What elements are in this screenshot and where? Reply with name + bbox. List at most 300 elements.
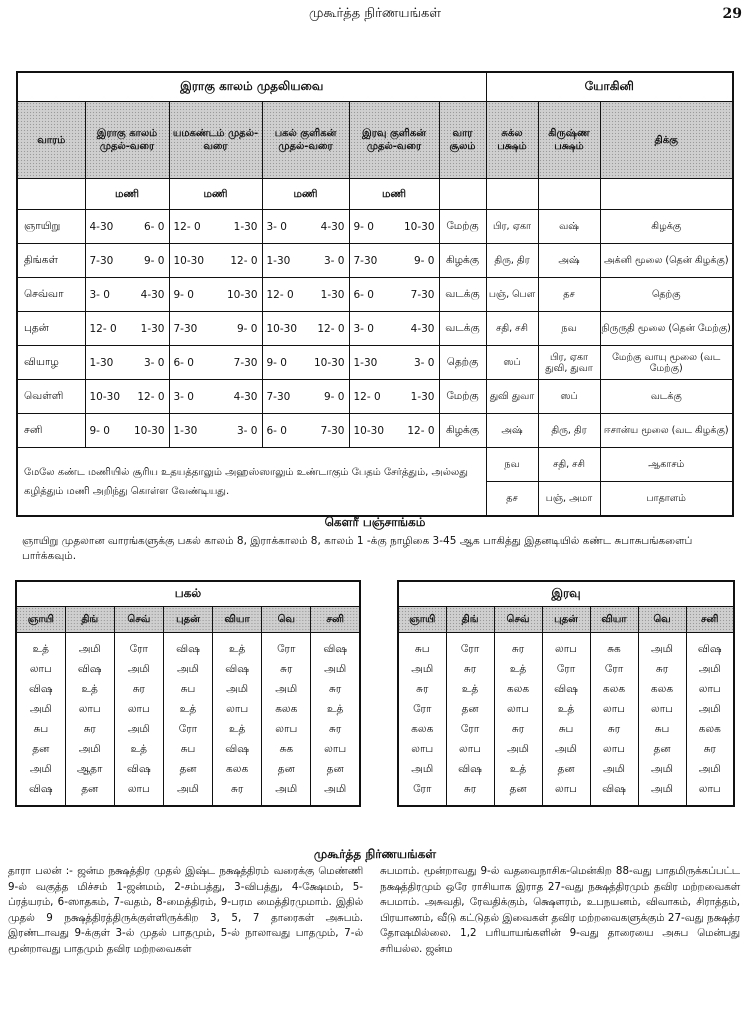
- gowri-cell: ரோ: [114, 633, 163, 660]
- gowri-cell: சுப: [638, 719, 686, 739]
- direction-cell: தெற்கு: [600, 278, 733, 312]
- end-time: 7-30: [410, 288, 435, 301]
- gowri-cell: விஷ: [590, 779, 638, 806]
- note-row: [17, 448, 733, 482]
- start-time: 3- 0: [173, 390, 194, 403]
- day-cell: வெள்ளி: [17, 380, 85, 414]
- gowri-cell: சுப: [542, 719, 590, 739]
- direction-cell: மேற்கு வாயு மூலை (வட மேற்கு): [600, 346, 733, 380]
- table-row: [398, 719, 734, 739]
- page-header: [0, 6, 750, 28]
- start-time: 1-30: [89, 356, 114, 369]
- table-row: [16, 739, 360, 759]
- end-time: 3- 0: [144, 356, 165, 369]
- direction-cell: ஆகாசம்: [600, 448, 733, 482]
- running-title: முகூர்த்த நிர்ணயங்கள்: [308, 6, 441, 21]
- end-time: 3- 0: [237, 424, 258, 437]
- gowri-cell: அமி: [311, 779, 360, 806]
- gowri-cell: அமி: [114, 719, 163, 739]
- sukla-cell: பஞ், பௌ: [486, 278, 538, 312]
- gowri-title: கௌரீ பஞ்சாங்கம்: [324, 515, 426, 529]
- gowri-cell: விஷ: [16, 779, 65, 806]
- soolam-cell: மேற்கு: [439, 380, 486, 414]
- gowri-cell: அமி: [163, 779, 212, 806]
- gowri-cell: விஷ: [163, 633, 212, 660]
- gowri-cell: சுக: [262, 739, 311, 759]
- day-cell: ஞாயிறு: [17, 210, 85, 244]
- gowri-cell: அமி: [163, 659, 212, 679]
- end-time: 12- 0: [137, 390, 165, 403]
- gowri-cell: கலக: [590, 679, 638, 699]
- start-time: 7-30: [89, 254, 114, 267]
- gowri-cell: ரோ: [398, 779, 446, 806]
- col-yama: யமகண்டம் முதல்-வரை: [169, 102, 262, 179]
- table-row: [398, 759, 734, 779]
- soolam-cell: கிழக்கு: [439, 244, 486, 278]
- day-header: திங்: [65, 607, 114, 633]
- table-row: [17, 414, 733, 448]
- gowri-cell: லாப: [114, 779, 163, 806]
- table-row: [398, 659, 734, 679]
- gowri-cell: கலக: [638, 679, 686, 699]
- gowri-cell: அமி: [638, 633, 686, 660]
- gowri-cell: உத்: [494, 759, 542, 779]
- start-time: 9- 0: [353, 220, 374, 233]
- gowri-cell: விஷ: [213, 739, 262, 759]
- gowri-cell: ரோ: [398, 699, 446, 719]
- end-time: 10-30: [226, 288, 258, 301]
- time-range-cell: [85, 312, 169, 346]
- krishna-cell: நவ: [538, 312, 600, 346]
- krishna-cell: வஷ்: [538, 210, 600, 244]
- col-iravu-kuligai: இரவு குளிகன் முதல்-வரை: [349, 102, 439, 179]
- gowri-cell: லாப: [213, 699, 262, 719]
- gowri-cell: தன: [638, 739, 686, 759]
- gowri-cell: சுர: [494, 719, 542, 739]
- gowri-cell: அமி: [590, 759, 638, 779]
- gowri-cell: லாப: [311, 739, 360, 759]
- soolam-cell: வடக்கு: [439, 278, 486, 312]
- gowri-cell: உத்: [65, 679, 114, 699]
- start-time: 6- 0: [266, 424, 287, 437]
- direction-cell: அக்னி மூலை (தென் கிழக்கு): [600, 244, 733, 278]
- krishna-cell: பிர, ஏகா துவி, துவா: [538, 346, 600, 380]
- start-time: 9- 0: [173, 288, 194, 301]
- gowri-cell: அமி: [65, 739, 114, 759]
- sukla-cell: நவ: [486, 448, 538, 482]
- gowri-cell: கலக: [262, 699, 311, 719]
- gowri-cell: லாப: [590, 739, 638, 759]
- start-time: 12- 0: [173, 220, 201, 233]
- end-time: 6- 0: [144, 220, 165, 233]
- gowri-cell: விஷ: [65, 659, 114, 679]
- end-time: 1-30: [410, 390, 435, 403]
- start-time: 1-30: [266, 254, 291, 267]
- gowri-cell: கலக: [213, 759, 262, 779]
- krishna-cell: ஸப்: [538, 380, 600, 414]
- gowri-cell: சுர: [65, 719, 114, 739]
- yogini-group-title: யோகினி: [486, 72, 733, 102]
- krishna-cell: அஷ்: [538, 244, 600, 278]
- gowri-cell: தன: [311, 759, 360, 779]
- gowri-cell: லாப: [262, 719, 311, 739]
- time-range-cell: [85, 380, 169, 414]
- time-range-cell: [85, 244, 169, 278]
- gowri-cell: சுர: [494, 633, 542, 660]
- day-cell: திங்கள்: [17, 244, 85, 278]
- start-time: 12- 0: [89, 322, 117, 335]
- start-time: 10-30: [353, 424, 385, 437]
- col-rahu: இராகு காலம் முதல்-வரை: [85, 102, 169, 179]
- iravu-title: இரவு: [398, 581, 734, 607]
- krishna-cell: பஞ், அமா: [538, 482, 600, 517]
- direction-cell: கிழக்கு: [600, 210, 733, 244]
- gowri-cell: லாப: [114, 699, 163, 719]
- sukla-cell: துவி துவா: [486, 380, 538, 414]
- table-row: [16, 633, 360, 660]
- time-range-cell: [262, 346, 349, 380]
- gowri-cell: அமி: [494, 739, 542, 759]
- table-row: [398, 633, 734, 660]
- gowri-cell: உத்: [311, 699, 360, 719]
- gowri-cell: லாப: [446, 739, 494, 759]
- day-header: வெ: [262, 607, 311, 633]
- gowri-cell: அமி: [213, 679, 262, 699]
- end-time: 1-30: [320, 288, 345, 301]
- gowri-cell: கலக: [398, 719, 446, 739]
- direction-cell: ஈசான்ய மூலை (வட கிழக்கு): [600, 414, 733, 448]
- end-time: 1-30: [233, 220, 258, 233]
- end-time: 1-30: [140, 322, 165, 335]
- gowri-intro: ஞாயிறு முதலான வாரங்களுக்கு பகல் காலம் 8, இராக்காலம் 8, காலம் 1 -க்கு நாழிகை 3-45 ஆக பாகித்து இதனடியில் கண்ட சுபாசுபங்களைப் பார்க்கவும்.: [22, 535, 693, 562]
- gowri-cell: உத்: [542, 699, 590, 719]
- gowri-cell: உத்: [16, 633, 65, 660]
- day-cell: புதன்: [17, 312, 85, 346]
- time-range-cell: [262, 414, 349, 448]
- col-pakal-kuligai: பகல் குளிகன் முதல்-வரை: [262, 102, 349, 179]
- unit-label: மணி: [349, 179, 439, 210]
- gowri-day-table: [15, 580, 361, 807]
- gowri-cell: உத்: [114, 739, 163, 759]
- sukla-cell: ஸப்: [486, 346, 538, 380]
- gowri-cell: அமி: [262, 679, 311, 699]
- gowri-cell: அமி: [686, 659, 734, 679]
- time-range-cell: [169, 312, 262, 346]
- direction-cell: பாதாளம்: [600, 482, 733, 517]
- gowri-cell: அமி: [16, 699, 65, 719]
- gowri-cell: ரோ: [446, 633, 494, 660]
- end-time: 7-30: [320, 424, 345, 437]
- time-range-cell: [262, 244, 349, 278]
- day-header: ஞாயி: [16, 607, 65, 633]
- end-time: 10-30: [133, 424, 165, 437]
- end-time: 4-30: [410, 322, 435, 335]
- end-time: 12- 0: [230, 254, 258, 267]
- gowri-cell: சுர: [213, 779, 262, 806]
- end-time: 4-30: [140, 288, 165, 301]
- end-time: 12- 0: [407, 424, 435, 437]
- gowri-cell: சுர: [311, 679, 360, 699]
- col-direction: திக்கு: [600, 102, 733, 179]
- table-row: [16, 719, 360, 739]
- time-range-cell: [169, 278, 262, 312]
- start-time: 7-30: [173, 322, 198, 335]
- gowri-cell: உத்: [446, 679, 494, 699]
- soolam-cell: மேற்கு: [439, 210, 486, 244]
- start-time: 9- 0: [89, 424, 110, 437]
- table-row: [398, 739, 734, 759]
- day-header: செவ்: [114, 607, 163, 633]
- end-time: 12- 0: [317, 322, 345, 335]
- end-time: 3- 0: [414, 356, 435, 369]
- table-row: [398, 699, 734, 719]
- gowri-cell: உத்: [494, 659, 542, 679]
- body-text-right: சுபமாம். மூன்றாவது 9-ல் வதவைநாசிக-மென்கிற 88-வது பாதமிருக்கப்பட்ட நக்ஷத்திரமும் ஒரே ராசியாக இராத 27-வது நக்ஷத்திரமும் தவிர மற்றவைகள் சுபமாம். அசுவதி, ரேவதிக்கும், க்ஷௌரம், உபநயனம், விவாகம், சிராத்தம், பிரயாணம், வீடு கட்டுதல் இவைகள் தவிர மற்றவைகளுக்கும் 27-வது நக்ஷத்ர தோஷமில்லை. 1,2 பரியாயங்களின் 9-வது தாரையை அசுப மென்பது சரியல்ல. ஜன்ம: [380, 865, 740, 955]
- time-range-cell: [349, 312, 439, 346]
- gowri-cell: லாப: [398, 739, 446, 759]
- gowri-cell: விஷ: [16, 679, 65, 699]
- col-vara-soolam: வார சூலம்: [439, 102, 486, 179]
- gowri-cell: லாப: [542, 633, 590, 660]
- gowri-cell: தன: [494, 779, 542, 806]
- start-time: 10-30: [89, 390, 121, 403]
- time-range-cell: [169, 244, 262, 278]
- time-range-cell: [349, 210, 439, 244]
- gowri-cell: உத்: [213, 633, 262, 660]
- end-time: 9- 0: [144, 254, 165, 267]
- start-time: 1-30: [173, 424, 198, 437]
- time-range-cell: [85, 278, 169, 312]
- gowri-cell: சுப: [163, 679, 212, 699]
- gowri-cell: சுர: [446, 659, 494, 679]
- gowri-cell: தன: [262, 759, 311, 779]
- time-range-cell: [349, 244, 439, 278]
- rahu-group-title: இராகு காலம் முதலியவை: [17, 72, 486, 102]
- gowri-cell: அமி: [686, 699, 734, 719]
- day-header: செவ்: [494, 607, 542, 633]
- table-row: [17, 210, 733, 244]
- col-day: வாரம்: [17, 102, 85, 179]
- time-range-cell: [169, 414, 262, 448]
- day-header: வெ: [638, 607, 686, 633]
- gowri-cell: சுப: [398, 633, 446, 660]
- gowri-cell: தன: [65, 779, 114, 806]
- gowri-cell: அமி: [311, 659, 360, 679]
- gowri-cell: அமி: [262, 779, 311, 806]
- day-header: சனி: [311, 607, 360, 633]
- gowri-cell: விஷ: [114, 759, 163, 779]
- end-time: 9- 0: [324, 390, 345, 403]
- day-cell: வியாழ: [17, 346, 85, 380]
- start-time: 10-30: [173, 254, 205, 267]
- gowri-cell: அமி: [398, 759, 446, 779]
- table-row: [17, 380, 733, 414]
- day-header: புதன்: [542, 607, 590, 633]
- footnote: மேலே கண்ட மணியில் சூரிய உதயத்தாலும் அஹஸ்ஸாலும் உண்டாகும் பேதம் சேர்த்தும், அல்லது கழித்தும் மணி அறிந்து கொள்ள வேண்டியது.: [17, 448, 486, 517]
- start-time: 3- 0: [353, 322, 374, 335]
- gowri-cell: அமி: [638, 759, 686, 779]
- gowri-cell: சுர: [446, 779, 494, 806]
- day-header: வியா: [213, 607, 262, 633]
- gowri-cell: அமி: [542, 739, 590, 759]
- table-row: [16, 779, 360, 806]
- start-time: 12- 0: [353, 390, 381, 403]
- end-time: 4-30: [320, 220, 345, 233]
- start-time: 3- 0: [266, 220, 287, 233]
- unit-label: மணி: [169, 179, 262, 210]
- gowri-cell: அமி: [16, 759, 65, 779]
- gowri-cell: ரோ: [446, 719, 494, 739]
- krishna-cell: திரு, திர: [538, 414, 600, 448]
- gowri-cell: உத்: [163, 699, 212, 719]
- day-header: வியா: [590, 607, 638, 633]
- gowri-cell: ரோ: [163, 719, 212, 739]
- time-range-cell: [262, 278, 349, 312]
- end-time: 10-30: [403, 220, 435, 233]
- table-row: [16, 659, 360, 679]
- gowri-cell: தன: [163, 759, 212, 779]
- table-row: [16, 699, 360, 719]
- gowri-cell: விஷ: [213, 659, 262, 679]
- time-range-cell: [349, 414, 439, 448]
- day-cell: செவ்வா: [17, 278, 85, 312]
- table-row: [16, 759, 360, 779]
- gowri-cell: அமி: [686, 759, 734, 779]
- start-time: 4-30: [89, 220, 114, 233]
- day-header: புதன்: [163, 607, 212, 633]
- gowri-cell: கலக: [686, 719, 734, 739]
- table-row: [17, 346, 733, 380]
- table-row: [16, 679, 360, 699]
- sukla-cell: திரு, திர: [486, 244, 538, 278]
- gowri-cell: லாப: [494, 699, 542, 719]
- table-row: [17, 244, 733, 278]
- day-header: திங்: [446, 607, 494, 633]
- table-row: [17, 312, 733, 346]
- time-range-cell: [169, 346, 262, 380]
- gowri-cell: சுர: [590, 719, 638, 739]
- end-time: 9- 0: [237, 322, 258, 335]
- gowri-cell: தன: [16, 739, 65, 759]
- gowri-cell: விஷ: [311, 633, 360, 660]
- gowri-cell: சுர: [311, 719, 360, 739]
- soolam-cell: கிழக்கு: [439, 414, 486, 448]
- gowri-cell: அமி: [638, 779, 686, 806]
- day-cell: சனி: [17, 414, 85, 448]
- gowri-cell: உத்: [213, 719, 262, 739]
- gowri-cell: தன: [542, 759, 590, 779]
- start-time: 12- 0: [266, 288, 294, 301]
- krishna-cell: சதி, சசி: [538, 448, 600, 482]
- start-time: 6- 0: [353, 288, 374, 301]
- gowri-cell: சுக: [590, 633, 638, 660]
- time-range-cell: [262, 380, 349, 414]
- unit-label: மணி: [262, 179, 349, 210]
- unit-row: [17, 179, 733, 210]
- day-header: ஞாயி: [398, 607, 446, 633]
- sukla-cell: தச: [486, 482, 538, 517]
- time-range-cell: [85, 210, 169, 244]
- start-time: 7-30: [266, 390, 291, 403]
- time-range-cell: [169, 210, 262, 244]
- time-range-cell: [349, 380, 439, 414]
- start-time: 7-30: [353, 254, 378, 267]
- gowri-cell: ரோ: [590, 659, 638, 679]
- end-time: 3- 0: [324, 254, 345, 267]
- time-range-cell: [349, 278, 439, 312]
- gowri-cell: விஷ: [686, 633, 734, 660]
- gowri-cell: ஆதா: [65, 759, 114, 779]
- pakal-title: பகல்: [16, 581, 360, 607]
- time-range-cell: [85, 346, 169, 380]
- start-time: 10-30: [266, 322, 298, 335]
- time-range-cell: [349, 346, 439, 380]
- table-row: [398, 679, 734, 699]
- gowri-cell: அமி: [114, 659, 163, 679]
- col-sukla: சுக்ல பக்ஷம்: [486, 102, 538, 179]
- gowri-cell: லாப: [686, 779, 734, 806]
- table-row: [398, 779, 734, 806]
- gowri-cell: விஷ: [542, 679, 590, 699]
- gowri-night-table: [397, 580, 735, 807]
- start-time: 1-30: [353, 356, 378, 369]
- direction-cell: நிருருதி மூலை (தென் மேற்கு): [600, 312, 733, 346]
- end-time: 9- 0: [414, 254, 435, 267]
- sukla-cell: பிர, ஏகா: [486, 210, 538, 244]
- gowri-cell: ரோ: [262, 633, 311, 660]
- gowri-cell: சுர: [686, 739, 734, 759]
- start-time: 3- 0: [89, 288, 110, 301]
- gowri-cell: சுர: [114, 679, 163, 699]
- gowri-cell: லாப: [590, 699, 638, 719]
- gowri-cell: தன: [446, 699, 494, 719]
- time-range-cell: [85, 414, 169, 448]
- start-time: 9- 0: [266, 356, 287, 369]
- time-range-cell: [169, 380, 262, 414]
- page-number: 29: [722, 6, 742, 22]
- soolam-cell: தெற்கு: [439, 346, 486, 380]
- gowri-cell: அமி: [398, 659, 446, 679]
- table-row: [17, 278, 733, 312]
- gowri-cell: சுர: [398, 679, 446, 699]
- gowri-cell: லாப: [65, 699, 114, 719]
- gowri-cell: கலக: [494, 679, 542, 699]
- gowri-cell: அமி: [65, 633, 114, 660]
- gowri-cell: ரோ: [542, 659, 590, 679]
- gowri-cell: லாப: [542, 779, 590, 806]
- end-time: 4-30: [233, 390, 258, 403]
- gowri-cell: லாப: [638, 699, 686, 719]
- gowri-cell: லாப: [16, 659, 65, 679]
- body-text-left: தாரா பலன் :- ஜன்ம நக்ஷத்திர முதல் இஷ்ட நக்ஷத்திரம் வரைக்கு மெண்ணி 9-ல் வகுத்த மிச்சம் 1-ஜன்மம், 2-சம்பத்து, 3-விபத்து, 4-க்ஷேமம், 5-ப்ரத்யரம், 6-ஸாதகம், 7-வதம், 8-மைத்திரம், 9-பரம மைத்திரமுமாம். இதில் முதல் 9 நக்ஷத்திரத்திருக்குள்ளிருக்கிற 3, 5, 7 தாரைகள் அசுபம். இரண்டாவது 9-க்குள் 3-ல் முதல் பாதமும், 5-ல் நாலாவது பாதமும், 7-ல் மூன்றாவது பாதமும் தவிர மற்றவைகள்: [8, 865, 363, 955]
- gowri-cell: சுப: [163, 739, 212, 759]
- rahu-kalam-table: [16, 71, 734, 517]
- time-range-cell: [262, 312, 349, 346]
- krishna-cell: தச: [538, 278, 600, 312]
- start-time: 6- 0: [173, 356, 194, 369]
- gowri-cell: சுர: [262, 659, 311, 679]
- end-time: 7-30: [233, 356, 258, 369]
- col-krishna: கிருஷ்ண பக்ஷம்: [538, 102, 600, 179]
- gowri-cell: சுப: [16, 719, 65, 739]
- soolam-cell: வடக்கு: [439, 312, 486, 346]
- sukla-cell: அஷ்: [486, 414, 538, 448]
- time-range-cell: [262, 210, 349, 244]
- end-time: 10-30: [313, 356, 345, 369]
- gowri-cell: சுர: [638, 659, 686, 679]
- section-title: முகூர்த்த நிர்ணயங்கள்: [313, 847, 437, 861]
- gowri-cell: லாப: [686, 679, 734, 699]
